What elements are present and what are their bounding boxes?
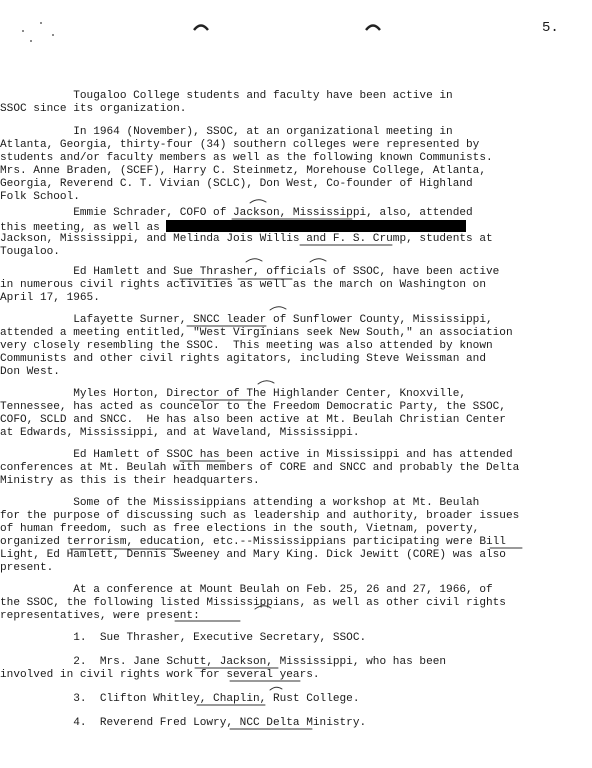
- text-line: Some of the Mississippians attending a workshop at Mt. Beulah: [0, 497, 480, 509]
- text-line: Tougaloo College students and faculty have been active in: [0, 90, 453, 102]
- text-line: Tennessee, has acted as councelor to the Freedom Democratic Party, the SSOC,: [0, 401, 506, 413]
- text-line: attended a meeting entitled, "West Virginians seek New South," an association: [0, 327, 513, 339]
- text-line: Ministry as this is their headquarters.: [0, 475, 260, 487]
- text-line: Folk School.: [0, 191, 80, 203]
- text-line: April 17, 1965.: [0, 292, 100, 304]
- text-line: Tougaloo.: [0, 246, 60, 258]
- text-line: at Edwards, Mississippi, and at Waveland, Mississippi.: [0, 427, 360, 439]
- text-line: SSOC since its organization.: [0, 103, 187, 115]
- text-line: Jackson, Mississippi, and Melinda Jois Willis and F. S. Crump, students at: [0, 233, 493, 245]
- text-line: In 1964 (November), SSOC, at an organizational meeting in: [0, 126, 453, 138]
- text-line: organized terrorism, education, etc.--Mississippians participating were Bill: [0, 536, 506, 548]
- text-line: COFO, SCLD and SNCC. He has also been active at Mt. Beulah Christian Center: [0, 414, 506, 426]
- text-line: for the purpose of discussing such as leadership and authority, broader issues: [0, 510, 520, 522]
- text-line: conferences at Mt. Beulah with members of CORE and SNCC and probably the Delta: [0, 462, 520, 474]
- text-line: very closely resembling the SSOC. This meeting was also attended by known: [0, 340, 493, 352]
- list-item: 3. Clifton Whitley, Chaplin, Rust College.: [0, 693, 360, 705]
- text-line: students and/or faculty members as well as the following known Communists.: [0, 152, 493, 164]
- text-line: Light, Ed Hamlett, Dennis Sweeney and Mary King. Dick Jewitt (CORE) was also: [0, 549, 506, 561]
- list-item: 2. Mrs. Jane Schutt, Jackson, Mississippi, who has been: [0, 656, 447, 668]
- list-item: 1. Sue Thrasher, Executive Secretary, SSOC.: [0, 632, 367, 644]
- text-line: Atlanta, Georgia, thirty-four (34) southern colleges were represented by: [0, 139, 480, 151]
- text-span: this meeting, as well as: [0, 222, 160, 234]
- text-line: Lafayette Surner, SNCC leader of Sunflower County, Mississippi,: [0, 314, 493, 326]
- text-line: representatives, were present:: [0, 610, 200, 622]
- text-line: present.: [0, 562, 54, 574]
- list-item-continuation: involved in civil rights work for several years.: [0, 669, 320, 681]
- list-item: 4. Reverend Fred Lowry, NCC Delta Ministry.: [0, 717, 367, 729]
- text-line: Ed Hamlett and Sue Thrasher, officials of SSOC, have been active: [0, 266, 500, 278]
- text-line: Don West.: [0, 366, 60, 378]
- text-line: Emmie Schrader, COFO of Jackson, Mississippi, also, attended: [0, 207, 473, 219]
- text-line: Mrs. Anne Braden, (SCEF), Harry C. Steinmetz, Morehouse College, Atlanta,: [0, 165, 486, 177]
- text-line: in numerous civil rights activities as well as the march on Washington on: [0, 279, 486, 291]
- text-line: Communists and other civil rights agitators, including Steve Weissman and: [0, 353, 486, 365]
- text-line: Georgia, Reverend C. T. Vivian (SCLC), Don West, Co-founder of Highland: [0, 178, 473, 190]
- text-line: Myles Horton, Director of The Highlander Center, Knoxville,: [0, 388, 467, 400]
- page-number: 5.: [542, 20, 559, 36]
- text-line: At a conference at Mount Beulah on Feb. 25, 26 and 27, 1966, of: [0, 584, 493, 596]
- text-line: of human freedom, such as free elections in the south, Vietnam, poverty,: [0, 523, 480, 535]
- text-line: Ed Hamlett of SSOC has been active in Mississippi and has attended: [0, 449, 513, 461]
- text-line: the SSOC, the following listed Mississippians, as well as other civil rights: [0, 597, 506, 609]
